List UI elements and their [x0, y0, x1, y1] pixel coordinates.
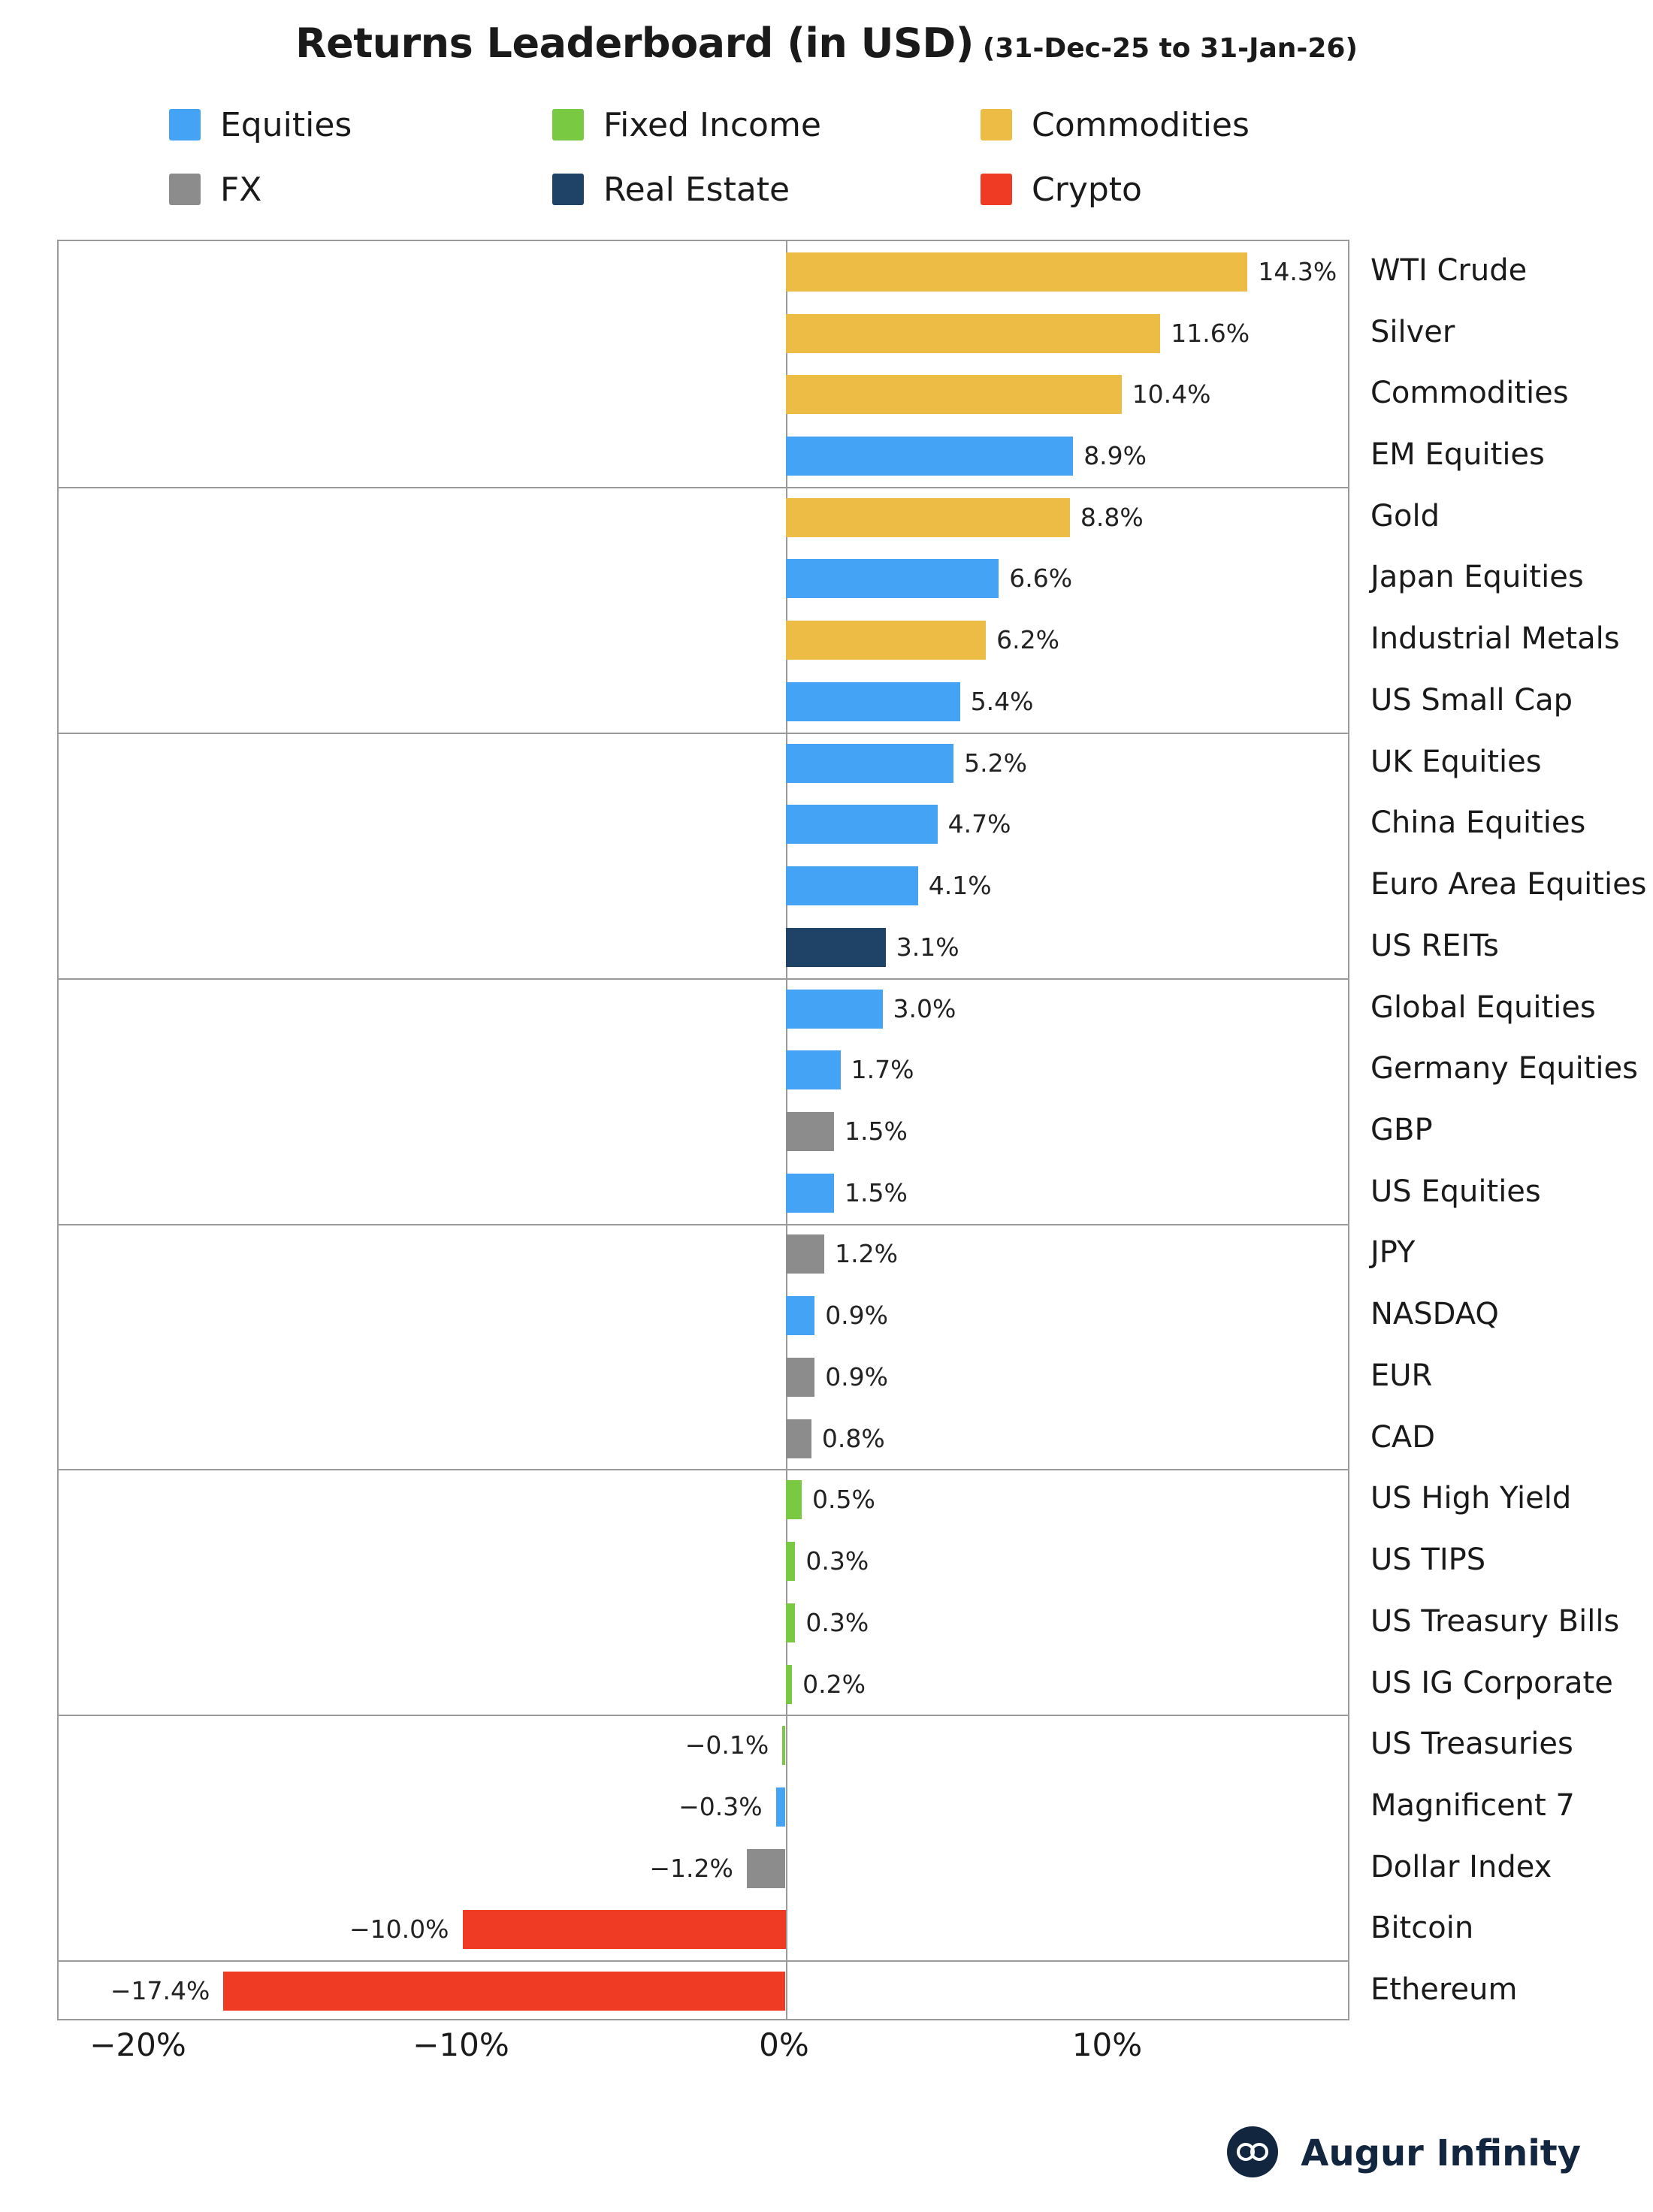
bar-row: [59, 1665, 1348, 1704]
bar-row: [59, 559, 1348, 598]
bar-row: [59, 1542, 1348, 1581]
legend-swatch-icon: [552, 174, 584, 205]
bar[interactable]: [786, 1480, 802, 1519]
bar-value-label: 8.9%: [1083, 441, 1147, 471]
x-axis: [57, 2020, 1349, 2073]
category-label: US Small Cap: [1370, 682, 1573, 718]
category-label: Gold: [1370, 498, 1440, 533]
bar-value-label: 0.3%: [805, 1546, 869, 1576]
category-label: Ethereum: [1370, 1972, 1518, 2008]
chart-area: [57, 240, 1647, 2073]
bar[interactable]: [786, 1419, 811, 1458]
legend-item[interactable]: [981, 171, 1296, 209]
bar-row: [59, 928, 1348, 967]
bar-value-label: −17.4%: [110, 1976, 210, 2006]
legend-label: FX: [220, 170, 262, 209]
bar-row: [59, 1910, 1348, 1949]
category-label: Industrial Metals: [1370, 621, 1620, 657]
bar-value-label: −0.3%: [678, 1791, 763, 1821]
category-label: Japan Equities: [1370, 560, 1584, 595]
category-label: GBP: [1370, 1113, 1433, 1147]
category-label: WTI Crude: [1370, 252, 1528, 288]
bar[interactable]: [786, 1358, 815, 1397]
bar-value-label: −1.2%: [649, 1853, 733, 1883]
infinity-icon: [1225, 2125, 1280, 2182]
category-label: China Equities: [1370, 805, 1586, 841]
bar-value-label: 6.2%: [996, 625, 1059, 655]
legend-swatch-icon: [169, 174, 201, 205]
bar-row: [59, 1603, 1348, 1642]
bar-row: [59, 1972, 1348, 2011]
bar-row: [59, 1419, 1348, 1458]
bar-value-label: 1.7%: [851, 1055, 914, 1085]
legend-swatch-icon: [981, 109, 1012, 141]
category-label: Dollar Index: [1370, 1849, 1552, 1884]
bar[interactable]: [747, 1849, 786, 1888]
legend-label: Commodities: [1032, 105, 1250, 144]
bar-value-label: 3.1%: [896, 932, 959, 962]
bar-value-label: 6.6%: [1009, 564, 1073, 594]
bar-row: [59, 1174, 1348, 1213]
group-separator: [59, 1715, 1348, 1716]
legend-swatch-icon: [169, 109, 201, 141]
bar-row: [59, 805, 1348, 844]
legend: [169, 92, 1296, 222]
bar-row: [59, 682, 1348, 721]
group-separator: [59, 1224, 1348, 1225]
bar[interactable]: [786, 805, 938, 844]
bar[interactable]: [786, 1174, 835, 1213]
bar-row: [59, 990, 1348, 1029]
bar-value-label: 0.8%: [821, 1423, 885, 1453]
group-separator: [59, 733, 1348, 734]
category-label: Global Equities: [1370, 990, 1596, 1025]
bar-value-label: 1.5%: [845, 1117, 908, 1146]
bar[interactable]: [786, 1665, 793, 1704]
bar[interactable]: [786, 498, 1070, 537]
bar-row: [59, 498, 1348, 537]
legend-item[interactable]: [552, 171, 981, 209]
brand: [1225, 2125, 1581, 2182]
category-label: US Equities: [1370, 1174, 1541, 1209]
bar[interactable]: [786, 1234, 825, 1274]
bar-value-label: 0.5%: [812, 1485, 875, 1515]
group-separator: [59, 1469, 1348, 1470]
plot-region: [57, 240, 1349, 2020]
bar-value-label: 0.2%: [802, 1669, 866, 1699]
bar-value-label: 0.9%: [825, 1301, 889, 1331]
x-tick-label: −20%: [89, 2026, 186, 2063]
legend-item[interactable]: [552, 106, 981, 144]
category-label: EUR: [1370, 1358, 1433, 1393]
category-label: Bitcoin: [1370, 1911, 1474, 1946]
bar[interactable]: [786, 1296, 815, 1335]
bar-row: [59, 621, 1348, 660]
bar-value-label: 1.2%: [835, 1239, 898, 1269]
bar[interactable]: [786, 744, 954, 783]
x-tick-label: 0%: [759, 2026, 809, 2063]
bar[interactable]: [463, 1910, 786, 1949]
bar[interactable]: [786, 314, 1161, 353]
bar[interactable]: [786, 252, 1248, 292]
brand-name: Augur Infinity: [1301, 2132, 1581, 2174]
bar-row: [59, 866, 1348, 905]
category-label: CAD: [1370, 1419, 1436, 1455]
category-label: US TIPS: [1370, 1543, 1486, 1578]
title-period: (31-Dec-25 to 31-Jan-26): [982, 33, 1358, 64]
bar-row: [59, 1112, 1348, 1151]
legend-label: Fixed Income: [603, 105, 821, 144]
bar-row: [59, 437, 1348, 476]
category-label: US IG Corporate: [1370, 1665, 1613, 1700]
bar-row: [59, 744, 1348, 783]
bar[interactable]: [786, 437, 1074, 476]
category-label: Commodities: [1370, 376, 1569, 411]
bar[interactable]: [786, 1050, 841, 1089]
bar-value-label: 10.4%: [1132, 379, 1211, 409]
bar[interactable]: [786, 1112, 835, 1151]
bar-value-label: −10.0%: [349, 1914, 449, 1945]
legend-item[interactable]: [169, 106, 552, 144]
legend-label: Crypto: [1032, 170, 1142, 209]
legend-swatch-icon: [552, 109, 584, 141]
bar-value-label: −0.1%: [684, 1730, 769, 1760]
bar-row: [59, 1787, 1348, 1827]
bar[interactable]: [786, 621, 987, 660]
bar-value-label: 3.0%: [893, 993, 956, 1023]
legend-item[interactable]: [981, 106, 1296, 144]
bar[interactable]: [776, 1787, 786, 1827]
category-label: Magnificent 7: [1370, 1787, 1575, 1823]
bar-row: [59, 1726, 1348, 1765]
bar-value-label: 8.8%: [1080, 502, 1144, 532]
bar-value-label: 0.3%: [805, 1607, 869, 1637]
x-tick-label: 10%: [1071, 2026, 1143, 2063]
bar-value-label: 0.9%: [825, 1361, 889, 1392]
category-label: US High Yield: [1370, 1481, 1572, 1516]
bar[interactable]: [786, 559, 999, 598]
category-label: US Treasury Bills: [1370, 1603, 1620, 1639]
bar[interactable]: [786, 928, 886, 967]
bar-row: [59, 1050, 1348, 1089]
legend-item[interactable]: [169, 171, 552, 209]
bar[interactable]: [786, 990, 883, 1029]
bar[interactable]: [782, 1726, 785, 1765]
bar-value-label: 14.3%: [1258, 256, 1337, 286]
legend-swatch-icon: [981, 174, 1012, 205]
category-label: EM Equities: [1370, 437, 1545, 473]
bar-row: [59, 252, 1348, 292]
category-label: JPY: [1370, 1235, 1416, 1271]
bar[interactable]: [786, 682, 960, 721]
bar-row: [59, 1234, 1348, 1274]
bar[interactable]: [223, 1972, 785, 2011]
legend-label: Equities: [220, 105, 352, 144]
bar-row: [59, 1296, 1348, 1335]
bar-row: [59, 1480, 1348, 1519]
bar-value-label: 4.1%: [928, 871, 992, 901]
x-tick-label: −10%: [412, 2026, 509, 2063]
legend-label: Real Estate: [603, 170, 790, 209]
category-label: Euro Area Equities: [1370, 867, 1647, 902]
bar-row: [59, 1358, 1348, 1397]
bar-row: [59, 375, 1348, 414]
group-separator: [59, 1960, 1348, 1962]
bar-value-label: 5.2%: [964, 748, 1027, 778]
category-label: Germany Equities: [1370, 1051, 1638, 1086]
bar[interactable]: [786, 1603, 796, 1642]
bar[interactable]: [786, 866, 918, 905]
page-title: [0, 0, 1653, 67]
bar[interactable]: [786, 375, 1122, 414]
bar-row: [59, 314, 1348, 353]
title-main: Returns Leaderboard (in USD): [295, 20, 974, 67]
category-label: US REITs: [1370, 928, 1499, 963]
bar-value-label: 11.6%: [1171, 318, 1250, 348]
category-label: US Treasuries: [1370, 1727, 1573, 1762]
bar-row: [59, 1849, 1348, 1888]
bar-value-label: 5.4%: [970, 686, 1034, 716]
category-label: Silver: [1370, 314, 1455, 349]
bar[interactable]: [786, 1542, 796, 1581]
category-label: UK Equities: [1370, 744, 1542, 779]
group-separator: [59, 487, 1348, 488]
category-label: NASDAQ: [1370, 1297, 1499, 1332]
bar-value-label: 4.7%: [947, 809, 1011, 839]
group-separator: [59, 978, 1348, 980]
bar-value-label: 1.5%: [845, 1177, 908, 1207]
